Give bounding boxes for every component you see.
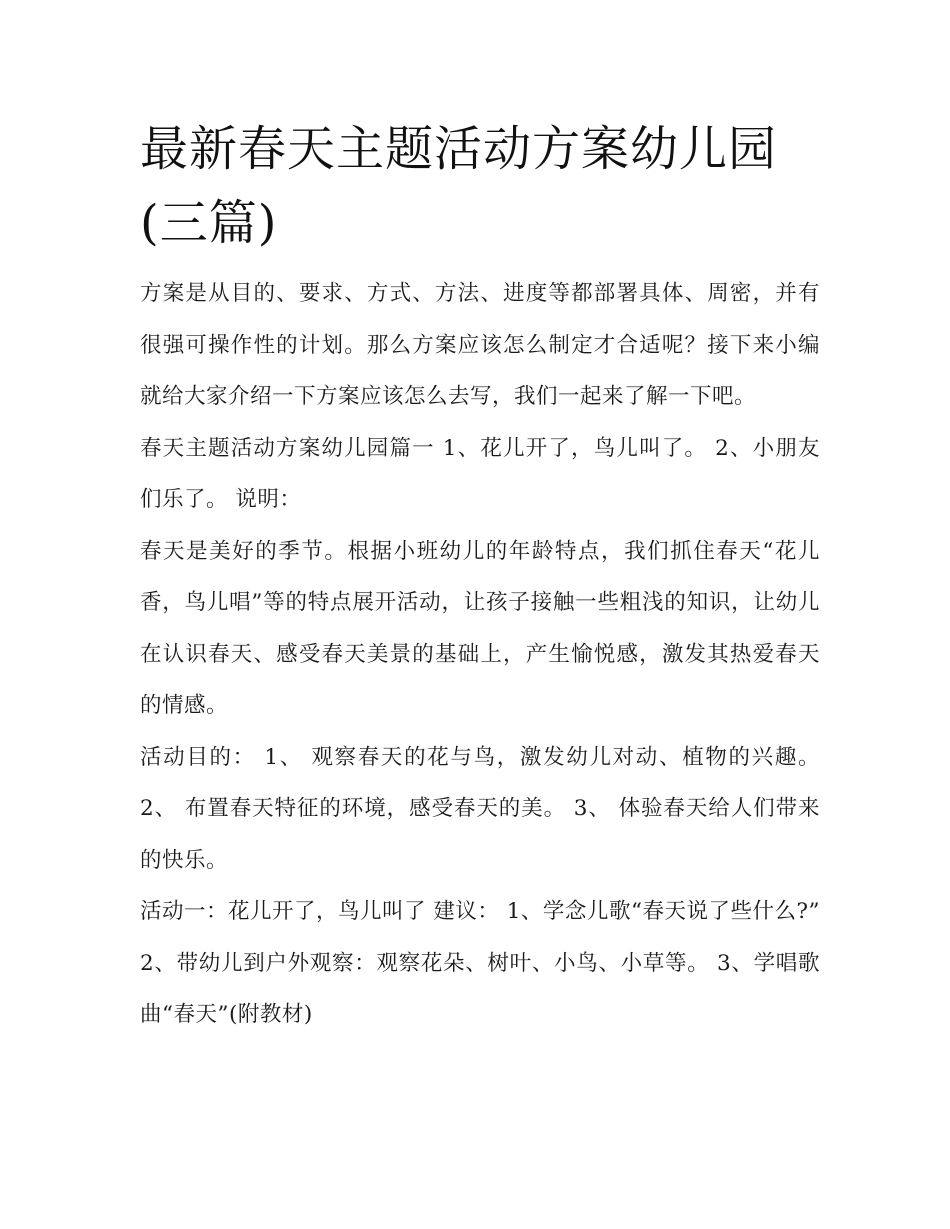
explanation-paragraph: 春天是美好的季节。根据小班幼儿的年龄特点，我们抓住春天“花儿香，鸟儿唱”等的特点展开活动，让孩子接触一些粗浅的知识，让幼儿在认识春天、感受春天美景的基础上，产生愉悦感，激发其热爱春天的情感。	[140, 538, 820, 718]
section-one-heading-paragraph: 春天主题活动方案幼儿园篇一 1、花儿开了，鸟儿叫了。 2、小朋友们乐了。 说明：	[140, 435, 820, 512]
document-body	[140, 112, 820, 1041]
intro-paragraph: 方案是从目的、要求、方式、方法、进度等都部署具体、周密，并有很强可操作性的计划。那么方案应该怎么制定才合适呢？接下来小编就给大家介绍一下方案应该怎么去写，我们一起来了解一下吧。	[140, 281, 820, 409]
activity-one-paragraph: 活动一：花儿开了，鸟儿叫了 建议： 1、学念儿歌“春天说了些什么?” 2、带幼儿到户外观察：观察花朵、树叶、小鸟、小草等。 3、学唱歌曲“春天”(附教材)	[140, 899, 820, 1027]
document-title: 最新春天主题活动方案幼儿园(三篇)	[140, 121, 778, 251]
activity-goals-paragraph: 活动目的： 1、 观察春天的花与鸟，激发幼儿对动、植物的兴趣。 2、 布置春天特征的环境，感受春天的美。 3、 体验春天给人们带来的快乐。	[140, 744, 820, 873]
